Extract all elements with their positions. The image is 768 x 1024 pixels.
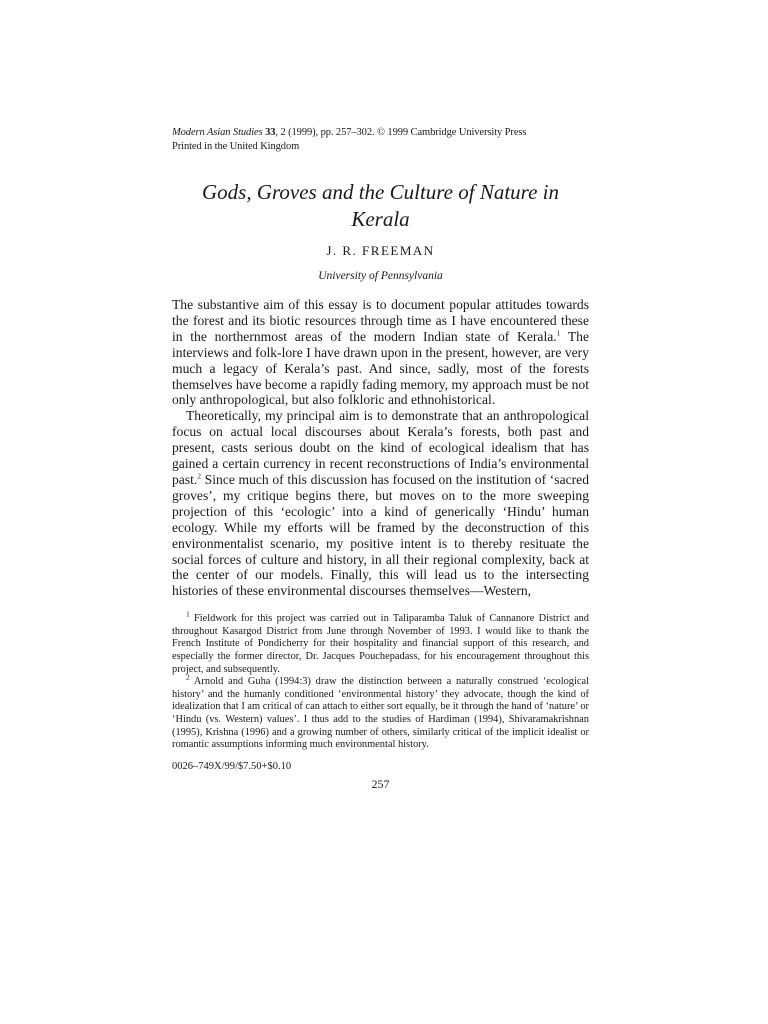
footnote-1-mark: 1	[186, 609, 190, 619]
journal-name: Modern Asian Studies	[172, 127, 263, 138]
footnote-2-mark: 2	[186, 672, 190, 682]
price-code: 0026–749X/99/$7.50+$0.10	[172, 760, 292, 772]
journal-header	[172, 126, 589, 154]
author-affiliation: University of Pennsylvania	[318, 270, 443, 282]
paragraph-1	[172, 297, 589, 408]
article-title: Gods, Groves and the Culture of Nature in Kerala	[202, 180, 559, 231]
footnote-1-text: Fieldwork for this project was carried out in Taliparamba Taluk of Cannanore District and throughout Kasargod District from June through November of 1993. I would like to thank the French Institute of Pondicherry for their hospitality and financial support of this research, and especially the former director, Dr. Jacques Pouchepadass, for his encouragement throughout this project, and subsequently.	[172, 613, 589, 675]
citation-details: , 2 (1999), pp. 257–302. © 1999 Cambridge University Press	[275, 127, 527, 138]
paragraph-1-text-b: The interviews and folk-lore I have drawn upon in the present, however, are very much a legacy of Kerala’s past. And since, sadly, most of the forests themselves have become a rapidly fading memory, my approach must be not only anthropological, but also folkloric and ethnohistorical.	[172, 328, 589, 408]
paragraph-2-text-a: Theoretically, my principal aim is to demonstrate that an anthropological focus on actual local discourses about Kerala’s forests, both past and present, casts serious doubt on the kind of ecological idealism that has gained a certain currency in recent reconstructions of India’s environmental past.	[172, 408, 589, 487]
footnotes	[172, 609, 589, 752]
paper-page	[172, 126, 589, 792]
journal-volume: 33	[265, 127, 276, 138]
footnote-2-text: Arnold and Guha (1994:3) draw the distinction between a naturally construed ‘ecological history’ and the humanly conditioned ‘environmental history’ they advocate, though the kind of idealization that I am critical of can attach to either sort equally, be it through the hand of ‘nature’ or ‘Hindu (vs. Western) values’. I thus add to the studies of Hardiman (1994), Shivaramakrishnan (1995), Krishna (1996) and a growing number of others, similarly critical of the implicit idealist or romantic assumptions informing much environmental history.	[172, 676, 589, 751]
footnote-ref-2: 2	[197, 471, 202, 481]
paragraph-1-text-a: The substantive aim of this essay is to document popular attitudes towards the forest and its biotic resources through time as I have encountered these in the northernmost areas of the modern Indian state of Kerala.	[172, 297, 589, 344]
citation-line	[172, 126, 589, 140]
page-number: 257	[371, 776, 390, 791]
footnote-ref-1: 1	[556, 328, 561, 338]
printed-line: Printed in the United Kingdom	[172, 141, 300, 152]
article-author: J. R. FREEMAN	[326, 243, 435, 258]
paragraph-2	[172, 408, 589, 599]
paragraph-2-text-b: Since much of this discussion has focused on the institution of ‘sacred groves’, my critique begins there, but moves on to the more sweeping projection of this ‘ecologic’ into a kind of generically ‘Hindu’ human ecology. While my efforts will be framed by the deconstruction of this environmentalist scenario, my positive intent is to thereby resituate the social forces of culture and history, in all their regional complexity, back at the center of our models. Finally, this will lead us to the intersecting histories of these environmental discourses themselves—Western,	[172, 471, 589, 599]
footnote-1	[172, 609, 589, 676]
footnote-2	[172, 672, 589, 752]
article-body	[172, 297, 589, 599]
